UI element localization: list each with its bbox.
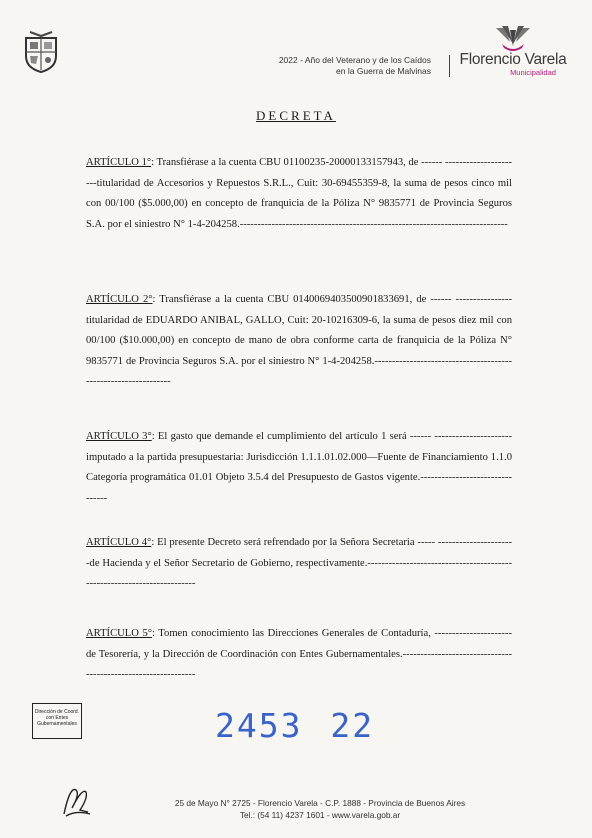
article-4-text: : El presente Decreto será refrendado por la Señora Secretaria ----- ----------------------de Hacienda y el Señor Secretario de Gobierno, respectivamente.------------------------------------------------------------------------ bbox=[86, 537, 512, 589]
document-heading: DECRETA bbox=[256, 108, 336, 123]
brand-name: Florencio Varela bbox=[459, 51, 567, 68]
article-5 bbox=[86, 624, 512, 686]
municipality-logo bbox=[458, 24, 568, 90]
article-1-text: : Transfiérase a la cuenta CBU 01100235-20000133157943, de ------ ----------------------titularidad de Accesorios y Repuestos S.R.L., Cuit: 30-69455359-8, la suma de pesos cinco mil con 00/100 ($5.000,00) en concepto de franquicia de la Póliza N° 9835771 de Provincia Seguros S.A. por el siniestro N° 1-4-204258.---------------------------------------------------------------------------- bbox=[86, 157, 512, 230]
footer-address: 25 de Mayo N° 2725 - Florencio Varela - C.P. 1888 - Provincia de Buenos Aires bbox=[174, 798, 466, 808]
article-2 bbox=[86, 290, 512, 393]
commemorative-note-line2: en la Guerra de Malvinas bbox=[336, 66, 431, 76]
decree-number: 2453 22 bbox=[215, 706, 375, 745]
brand-subtitle: Municipalidad bbox=[510, 68, 556, 77]
article-5-text: : Tomen conocimiento las Direcciones Generales de Contaduría, ----------------------de Tesorería, y la Dirección de Coordinación con Entes Gubernamentales.-------------------------------------------------------------- bbox=[86, 628, 513, 680]
article-3-label: ARTÍCULO 3° bbox=[86, 431, 152, 442]
commemorative-note-line1: 2022 - Año del Veterano y de los Caídos bbox=[278, 55, 431, 65]
article-3-text: : El gasto que demande el cumplimiento del artículo 1 será ------ ----------------------imputado a la partida presupuestaria: Jurisdicción 1.1.1.01.02.000—Fuente de Financiamiento 1.1.0 Categoría programática 01.01 Objeto 3.5.4 del Presupuesto de Gastos vigente.-------------------------------- bbox=[86, 431, 512, 504]
article-4 bbox=[86, 533, 512, 595]
stamp-line2: con Entes bbox=[45, 715, 69, 721]
article-1-label: ARTÍCULO 1° bbox=[86, 157, 152, 168]
stamp-line3: Gubernamentales bbox=[37, 721, 77, 727]
header-divider bbox=[449, 55, 450, 77]
handwritten-signature bbox=[60, 780, 92, 820]
coat-of-arms-icon bbox=[22, 30, 60, 74]
article-2-label: ARTÍCULO 2° bbox=[86, 294, 153, 305]
footer-contact: Tel.: (54 11) 4237 1601 - www.varela.gob.ar bbox=[239, 810, 401, 820]
stamp-line1: Dirección de Coord. bbox=[34, 709, 80, 715]
varela-logo-icon bbox=[488, 24, 538, 52]
article-1 bbox=[86, 153, 512, 235]
article-5-label: ARTÍCULO 5° bbox=[86, 628, 152, 639]
article-4-label: ARTÍCULO 4° bbox=[86, 537, 152, 548]
commemorative-note bbox=[231, 55, 431, 77]
article-2-text: : Transfiérase a la cuenta CBU 0140069403500901833691, de ------ ----------------titularidad de EDUARDO ANIBAL, GALLO, Cuit: 20-10216309-6, la suma de pesos diez mil con 00/100 ($10.000,00) en concepto de mano de obra conforme carta de franquicia de la Póliza N° 9835771 de Provincia Seguros S.A. por el siniestro N° 1-4-204258.--------------------------------------------------------------- bbox=[86, 294, 512, 387]
article-3 bbox=[86, 427, 512, 509]
office-stamp bbox=[32, 703, 82, 739]
